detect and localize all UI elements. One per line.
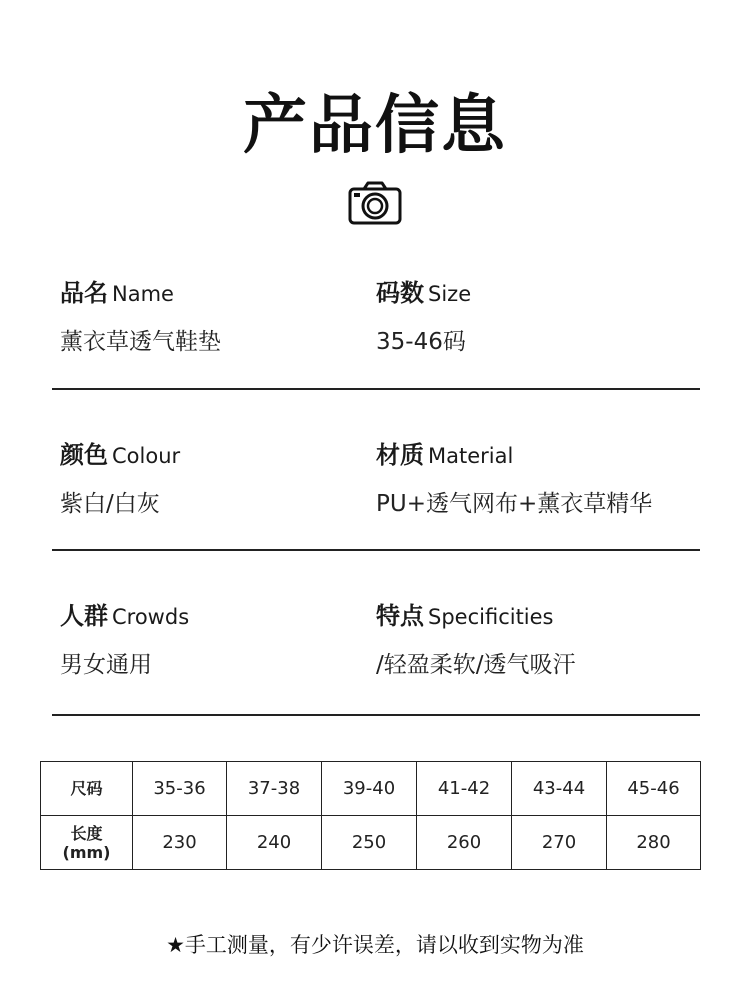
material-cell: [376, 439, 652, 520]
size-cell: 41-42: [417, 762, 512, 816]
length-cell: 270: [512, 816, 607, 870]
size-range-value: 35-46码: [376, 329, 466, 355]
size-cell: 37-38: [227, 762, 322, 816]
colour-value: 紫白/白灰: [60, 491, 160, 517]
length-cell: 280: [607, 816, 701, 870]
colour-cell: [60, 439, 180, 520]
specificities-value: /轻盈柔软/透气吸汗: [376, 652, 576, 678]
divider: [52, 714, 700, 716]
info-row-name-size: [52, 277, 700, 397]
specificities-cell: [376, 600, 576, 681]
info-row-crowds-specificities: [52, 600, 700, 720]
size-cell: 39-40: [322, 762, 417, 816]
length-cell: 240: [227, 816, 322, 870]
size-range-cell: [376, 277, 471, 358]
length-header-line1: 长度: [70, 823, 103, 843]
specificities-label: 特点 Specificities: [376, 602, 554, 630]
product-name-value: 薰衣草透气鞋垫: [60, 329, 221, 355]
size-header-cell: 尺码: [41, 762, 133, 816]
length-cell: 250: [322, 816, 417, 870]
crowds-value: 男女通用: [60, 652, 152, 678]
camera-icon: [347, 180, 403, 226]
length-cell: 230: [133, 816, 227, 870]
length-header-cell: [41, 816, 133, 870]
size-cell: 35-36: [133, 762, 227, 816]
size-row: [41, 762, 701, 816]
page-title: 产品信息: [243, 89, 507, 163]
size-cell: 43-44: [512, 762, 607, 816]
crowds-label: 人群 Crowds: [60, 602, 190, 630]
material-label: 材质 Material: [376, 441, 514, 469]
measurement-note: ★手工测量，有少许误差，请以收到实物为准: [166, 933, 584, 957]
product-name-cell: [60, 277, 221, 358]
colour-label: 颜色 Colour: [60, 441, 181, 469]
info-row-colour-material: [52, 439, 700, 559]
size-cell: 45-46: [607, 762, 701, 816]
crowds-cell: [60, 600, 189, 681]
length-row: [41, 816, 701, 870]
size-chart-table: [40, 761, 701, 870]
product-name-label: 品名 Name: [60, 279, 174, 307]
length-cell: 260: [417, 816, 512, 870]
length-header-line2: (mm): [62, 842, 111, 862]
divider: [52, 388, 700, 390]
size-range-label: 码数 Size: [376, 279, 472, 307]
material-value: PU+透气网布+薰衣草精华: [376, 491, 653, 517]
divider: [52, 549, 700, 551]
